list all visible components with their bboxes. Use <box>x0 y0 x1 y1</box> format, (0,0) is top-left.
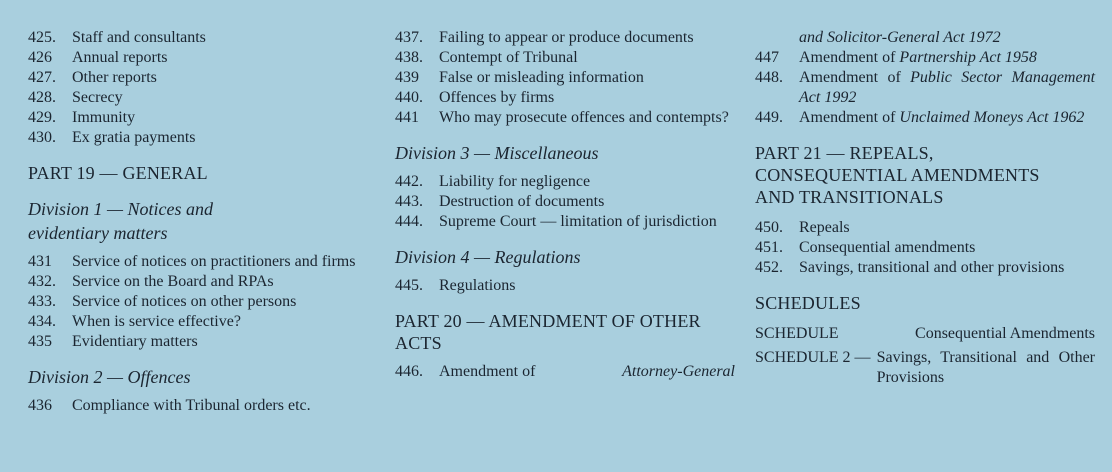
toc-entry <box>395 28 735 48</box>
toc-entry <box>28 312 378 332</box>
division-heading: Division 3 — Miscellaneous <box>395 143 599 163</box>
schedule-number: SCHEDULE <box>755 325 839 342</box>
entry-title-act: Public Sector Management Act 1992 <box>799 69 1096 106</box>
entry-number: 428. <box>28 89 56 106</box>
toc-entry <box>395 276 735 296</box>
entry-title: Who may prosecute offences and contempts? <box>439 109 729 126</box>
entry-number: 427. <box>28 69 56 86</box>
entry-number: 447 <box>755 49 779 66</box>
toc-entry <box>755 258 1095 278</box>
schedule-entry <box>755 324 1095 344</box>
toc-entry <box>395 212 735 232</box>
entry-title-plain: Amendment of <box>799 49 896 66</box>
entry-number: 451. <box>755 239 783 256</box>
entry-title <box>799 48 1095 68</box>
entry-title-plain: Amendment of <box>799 109 896 126</box>
entry-number: 448. <box>755 69 783 86</box>
entry-continuation: and Solicitor-General Act 1972 <box>799 29 1001 46</box>
entry-title: Evidentiary matters <box>72 333 198 350</box>
entry-title: Service of notices on practitioners and firms <box>72 253 356 270</box>
schedule-title: Savings, Transitional and Other Provisions <box>876 349 1095 386</box>
division-heading: Division 1 — Notices and <box>28 199 213 219</box>
part-heading-continued: CONSEQUENTIAL AMENDMENTS <box>755 165 1040 185</box>
toc-entry <box>28 48 378 68</box>
entry-title: Liability for negligence <box>439 173 591 190</box>
entry-number: 439 <box>395 69 419 86</box>
entry-title: Savings, transitional and other provisions <box>799 259 1065 276</box>
entry-title <box>799 68 1095 108</box>
entry-title: Immunity <box>72 109 136 126</box>
schedules-heading: SCHEDULES <box>755 293 861 313</box>
entry-number: 434. <box>28 313 56 330</box>
entry-title: False or misleading information <box>439 69 644 86</box>
entry-number: 452. <box>755 259 783 276</box>
division-heading: Division 2 — Offences <box>28 367 191 387</box>
entry-title: Destruction of documents <box>439 193 605 210</box>
toc-entry <box>28 396 378 416</box>
schedule-number: SCHEDULE 2 — <box>755 349 871 366</box>
toc-entry <box>755 218 1095 238</box>
toc-entry <box>28 272 378 292</box>
entry-title: When is service effective? <box>72 313 241 330</box>
toc-entry <box>395 68 735 88</box>
entry-number: 438. <box>395 49 423 66</box>
entry-title: Secrecy <box>72 89 123 106</box>
entry-number: 440. <box>395 89 423 106</box>
toc-entry <box>28 128 378 148</box>
toc-entry <box>755 48 1095 68</box>
entry-number: 450. <box>755 219 783 236</box>
entry-number: 425. <box>28 29 56 46</box>
contents-column-1 <box>28 28 378 416</box>
entry-title: Service of notices on other persons <box>72 293 297 310</box>
entry-number: 432. <box>28 273 56 290</box>
contents-column-3 <box>755 28 1095 388</box>
part-heading: PART 21 — REPEALS, <box>755 143 934 163</box>
division-heading-continued: evidentiary matters <box>28 223 168 243</box>
part-heading-continued: ACTS <box>395 333 442 353</box>
toc-entry <box>755 108 1095 128</box>
entry-number: 449. <box>755 109 783 126</box>
entry-title: Repeals <box>799 219 850 236</box>
toc-entry <box>28 332 378 352</box>
entry-title: Supreme Court — limitation of jurisdiction <box>439 213 717 230</box>
entry-number: 436 <box>28 397 52 414</box>
toc-entry <box>395 88 735 108</box>
entry-title-plain: Amendment of <box>439 363 536 380</box>
entry-number: 442. <box>395 173 423 190</box>
entry-title: Compliance with Tribunal orders etc. <box>72 397 311 414</box>
toc-entry <box>395 192 735 212</box>
entry-number: 429. <box>28 109 56 126</box>
entry-title: Consequential amendments <box>799 239 976 256</box>
entry-number: 437. <box>395 29 423 46</box>
entry-number: 445. <box>395 277 423 294</box>
entry-number: 444. <box>395 213 423 230</box>
entry-title: Staff and consultants <box>72 29 206 46</box>
entry-title: Failing to appear or produce documents <box>439 29 694 46</box>
entry-number: 446. <box>395 363 423 380</box>
part-heading-continued: AND TRANSITIONALS <box>755 187 944 207</box>
entry-title <box>439 362 735 382</box>
entry-title-act: Partnership Act 1958 <box>899 49 1037 66</box>
entry-title <box>799 108 1095 128</box>
entry-title-plain: Amendment of <box>799 69 901 86</box>
toc-entry <box>28 28 378 48</box>
entry-number: 443. <box>395 193 423 210</box>
contents-column-2 <box>395 28 735 382</box>
entry-number: 426 <box>28 49 52 66</box>
entry-title-act: Attorney-General <box>622 363 735 380</box>
entry-number: 430. <box>28 129 56 146</box>
entry-title: Annual reports <box>72 49 168 66</box>
entry-title: Regulations <box>439 277 516 294</box>
entry-number: 441 <box>395 109 419 126</box>
toc-entry <box>28 108 378 128</box>
schedule-entry <box>755 348 1095 388</box>
toc-entry <box>395 108 735 128</box>
entry-title: Offences by firms <box>439 89 555 106</box>
entry-title: Ex gratia payments <box>72 129 196 146</box>
toc-entry <box>755 238 1095 258</box>
entry-number: 431 <box>28 253 52 270</box>
entry-number: 435 <box>28 333 52 350</box>
toc-entry <box>395 172 735 192</box>
toc-entry <box>395 48 735 68</box>
schedule-title: Consequential Amendments <box>915 325 1095 342</box>
entry-number: 433. <box>28 293 56 310</box>
entry-title: Service on the Board and RPAs <box>72 273 274 290</box>
toc-entry <box>755 68 1095 108</box>
toc-entry <box>28 88 378 108</box>
toc-entry <box>28 68 378 88</box>
toc-entry <box>395 362 735 382</box>
entry-title-act: Unclaimed Moneys Act 1962 <box>899 109 1085 126</box>
division-heading: Division 4 — Regulations <box>395 247 581 267</box>
toc-entry <box>28 292 378 312</box>
entry-title: Contempt of Tribunal <box>439 49 578 66</box>
part-heading: PART 20 — AMENDMENT OF OTHER <box>395 311 701 331</box>
entry-title: Other reports <box>72 69 157 86</box>
part-heading: PART 19 — GENERAL <box>28 163 208 183</box>
toc-entry <box>28 252 378 272</box>
